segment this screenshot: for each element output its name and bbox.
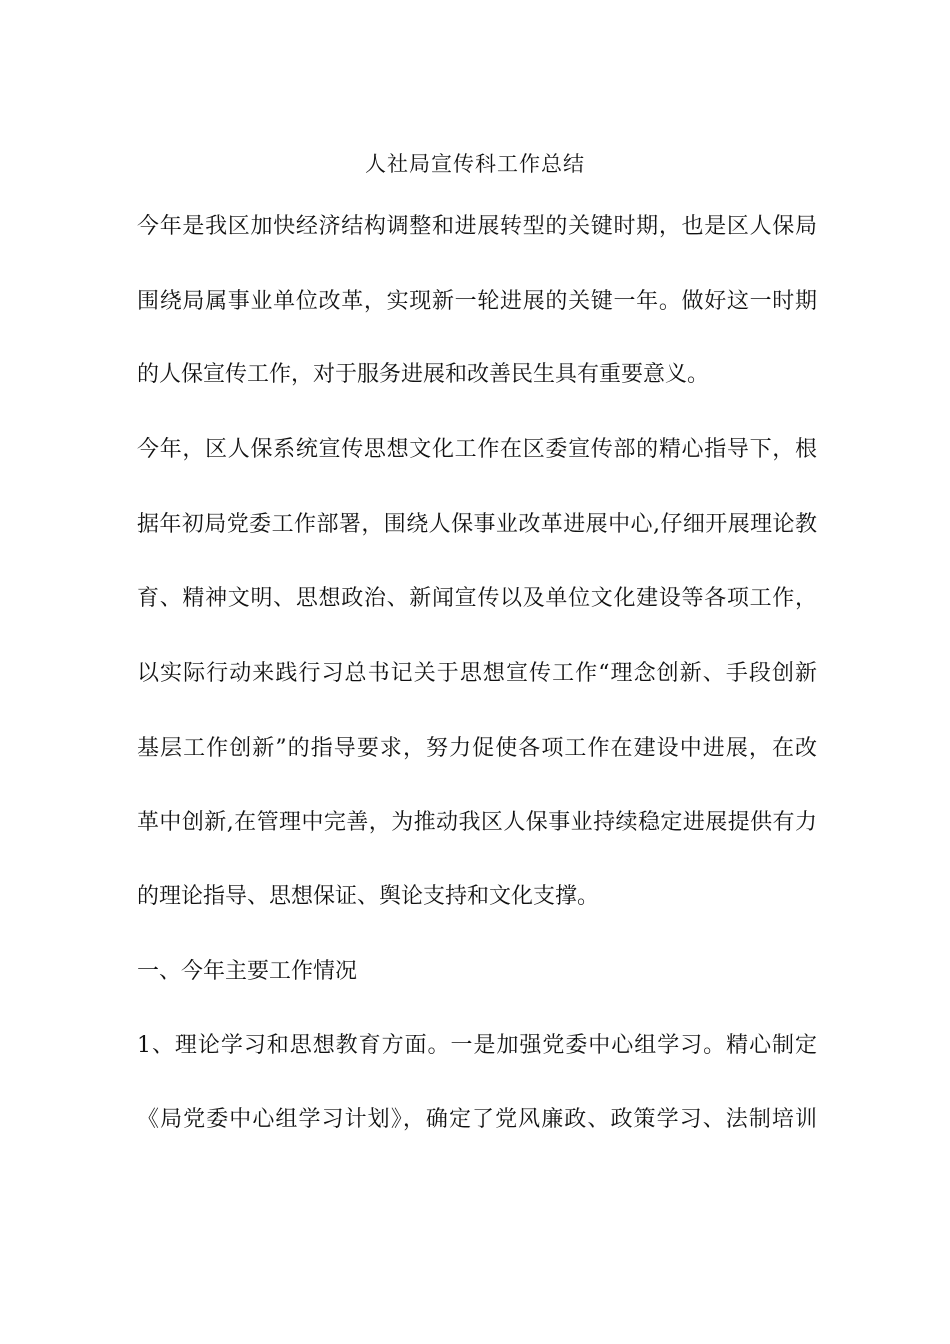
paragraph-line: 围绕局属事业单位改革，实现新一轮进展的关键一年。做好这一时期: [137, 289, 817, 314]
paragraph-line: 育、精神文明、思想政治、新闻宣传以及单位文化建设等各项工作，: [137, 586, 817, 611]
paragraph-line: 今年是我区加快经济结构调整和进展转型的关键时期，也是区人保局: [137, 214, 817, 239]
document-title: 人社局宣传科工作总结: [365, 152, 585, 176]
paragraph-line: 的人保宣传工作，对于服务进展和改善民生具有重要意义。: [137, 362, 710, 387]
paragraph-line: 《局党委中心组学习计划》，确定了党风廉政、政策学习、法制培训: [137, 1107, 817, 1132]
paragraph-line: 今年，区人保系统宣传思想文化工作在区委宣传部的精心指导下，根: [137, 437, 817, 462]
paragraph-line: 革中创新,在管理中完善，为推动我区人保事业持续稳定进展提供有力: [137, 810, 817, 835]
paragraph-line: 的理论指导、思想保证、舆论支持和文化支撑。: [137, 884, 600, 909]
paragraph-line: 据年初局党委工作部署，围绕人保事业改革进展中心,仔细开展理论教: [137, 512, 817, 537]
paragraph-line: 基层工作创新”的指导要求，努力促使各项工作在建设中进展，在改: [137, 736, 817, 761]
paragraph-line: 1、理论学习和思想教育方面。一是加强党委中心组学习。精心制定: [137, 1033, 817, 1058]
section-heading: 一、今年主要工作情况: [137, 959, 358, 984]
paragraph-line: 以实际行动来践行习总书记关于思想宣传工作“理念创新、手段创新: [137, 661, 817, 686]
